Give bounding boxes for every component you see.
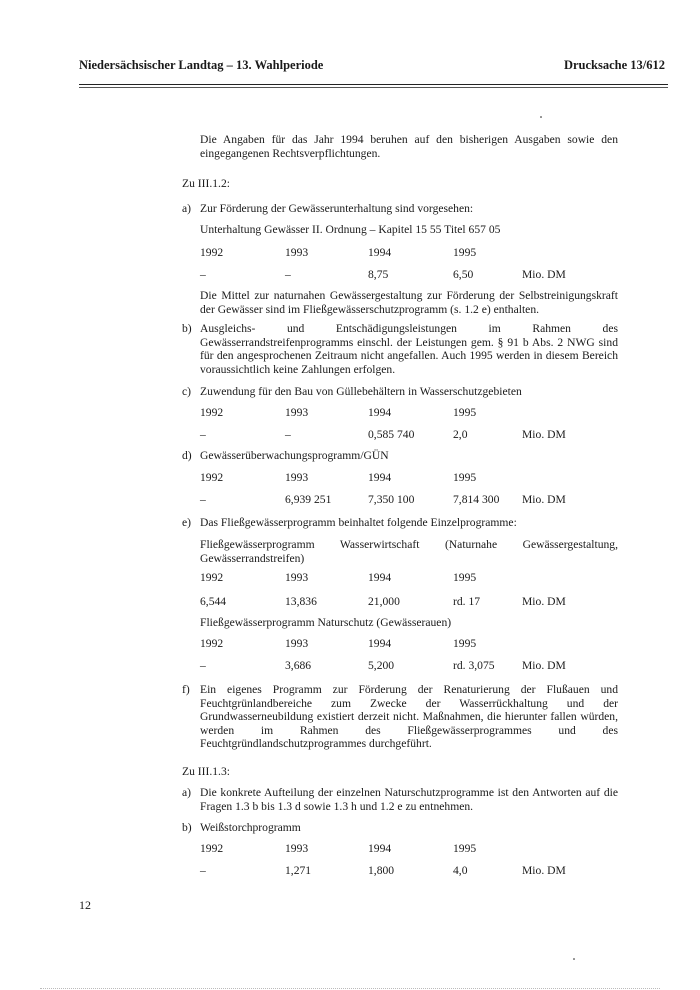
value-cell: 0,585 740 bbox=[368, 428, 415, 441]
value-cell: – bbox=[200, 864, 206, 877]
item-f-text: Ein eigenes Programm zur Förderung der Renaturierung der Flußauen und Feuchtgrünlandbereiche zum Zwecke der Wasserrückhaltung und der Grundwasserneubildung existiert derzeit nicht. Maßnahmen, die hierunter fallen würden, werden im Rahmen des Fließgewässerprogrammes und des Feuchtgründlandschutzprogrammes durchgeführt. bbox=[200, 683, 618, 750]
year-cell: 1994 bbox=[368, 246, 392, 259]
value-cell: – bbox=[285, 268, 291, 281]
value-cell: 6,544 bbox=[200, 595, 227, 608]
value-cell: rd. 17 bbox=[453, 595, 481, 608]
year-cell: 1994 bbox=[368, 842, 392, 855]
item-c-text: Zuwendung für den Bau von Güllebehältern in Wasserschutzgebieten bbox=[200, 385, 522, 398]
value-cell: 6,939 251 bbox=[285, 493, 332, 506]
item-a-text: Zur Förderung der Gewässerunterhaltung sind vorgesehen: bbox=[200, 202, 474, 215]
header-rule bbox=[79, 84, 668, 85]
value-cell: – bbox=[200, 659, 206, 672]
unit-cell: Mio. DM bbox=[522, 493, 566, 506]
intro-paragraph: Die Angaben für das Jahr 1994 beruhen auf den bisherigen Ausgaben sowie den eingegangenen Rechtsverpflichtungen. bbox=[200, 133, 618, 160]
item-e1-text: Fließgewässerprogramm Wasserwirtschaft (Naturnahe Gewässergestaltung, Gewässerrandstreifen) bbox=[200, 538, 618, 565]
year-cell: 1992 bbox=[200, 406, 224, 419]
unit-cell: Mio. DM bbox=[522, 268, 566, 281]
value-cell: 13,836 bbox=[285, 595, 317, 608]
unit-cell: Mio. DM bbox=[522, 595, 566, 608]
item-label-a: a) bbox=[182, 202, 192, 215]
year-cell: 1993 bbox=[285, 571, 309, 584]
value-cell: rd. 3,075 bbox=[453, 659, 495, 672]
year-cell: 1995 bbox=[453, 842, 477, 855]
scan-edge-line bbox=[40, 988, 660, 989]
value-cell: 8,75 bbox=[368, 268, 389, 281]
year-cell: 1993 bbox=[285, 471, 309, 484]
item-a2-text: Die konkrete Aufteilung der einzelnen Naturschutzprogramme ist den Antworten auf die Fragen 1.3 b bis 1.3 d sowie 1.3 h und 1.2 e zu entnehmen. bbox=[200, 786, 618, 813]
year-cell: 1992 bbox=[200, 571, 224, 584]
item-label-c: c) bbox=[182, 385, 192, 398]
value-cell: – bbox=[200, 268, 206, 281]
year-cell: 1992 bbox=[200, 471, 224, 484]
year-cell: 1994 bbox=[368, 471, 392, 484]
item-b-text: Ausgleichs- und Entschädigungsleistungen im Rahmen des Gewässerrandstreifenprogramms einschl. der Leistungen gem. § 91 b Abs. 2 NWG sind für den angesprochenen Zeitraum nicht angefallen. Auch 1995 werden in diesem Bereich voraussichtlich keine Zahlungen erfolgen. bbox=[200, 322, 618, 376]
year-cell: 1995 bbox=[453, 406, 477, 419]
item-d-text: Gewässerüberwachungsprogramm/GÜN bbox=[200, 449, 389, 462]
value-cell: 7,814 300 bbox=[453, 493, 500, 506]
item-e-text: Das Fließgewässerprogramm beinhaltet folgende Einzelprogramme: bbox=[200, 516, 517, 529]
unit-cell: Mio. DM bbox=[522, 864, 566, 877]
value-cell: 6,50 bbox=[453, 268, 474, 281]
scan-speck bbox=[540, 116, 542, 118]
value-cell: – bbox=[200, 428, 206, 441]
year-cell: 1994 bbox=[368, 637, 392, 650]
year-cell: 1992 bbox=[200, 842, 224, 855]
year-cell: 1995 bbox=[453, 246, 477, 259]
header-left: Niedersächsischer Landtag – 13. Wahlperiode bbox=[79, 58, 324, 72]
header-document-number: Drucksache 13/612 bbox=[563, 58, 665, 72]
value-cell: 5,200 bbox=[368, 659, 395, 672]
value-cell: 7,350 100 bbox=[368, 493, 415, 506]
year-cell: 1992 bbox=[200, 637, 224, 650]
year-cell: 1993 bbox=[285, 637, 309, 650]
value-cell: 2,0 bbox=[453, 428, 468, 441]
section-heading-1-2: Zu III.1.2: bbox=[182, 177, 230, 190]
value-cell: 4,0 bbox=[453, 864, 468, 877]
item-label-e: e) bbox=[182, 516, 192, 529]
year-cell: 1994 bbox=[368, 571, 392, 584]
item-a-note: Die Mittel zur naturnahen Gewässergestaltung zur Förderung der Selbstreinigungskraft der Gewässer sind im Fließgewässerschutzprogramm (s. 1.2 e) enthalten. bbox=[200, 289, 618, 316]
page-number: 12 bbox=[79, 898, 91, 912]
scan-speck bbox=[573, 958, 575, 960]
item-label-b: b) bbox=[182, 322, 192, 335]
item-b2-text: Weißstorchprogramm bbox=[200, 821, 301, 834]
header-rule-thin bbox=[79, 87, 668, 88]
value-cell: 1,800 bbox=[368, 864, 395, 877]
item-label-d: d) bbox=[182, 449, 192, 462]
item-label-f: f) bbox=[182, 683, 190, 696]
value-cell: 21,000 bbox=[368, 595, 400, 608]
value-cell: – bbox=[200, 493, 206, 506]
year-cell: 1993 bbox=[285, 842, 309, 855]
year-cell: 1994 bbox=[368, 406, 392, 419]
item-e2-text: Fließgewässerprogramm Naturschutz (Gewässerauen) bbox=[200, 616, 452, 629]
value-cell: – bbox=[285, 428, 291, 441]
year-cell: 1995 bbox=[453, 571, 477, 584]
unit-cell: Mio. DM bbox=[522, 428, 566, 441]
item-label-b2: b) bbox=[182, 821, 192, 834]
value-cell: 3,686 bbox=[285, 659, 312, 672]
section-heading-1-3: Zu III.1.3: bbox=[182, 765, 230, 778]
item-a-subheading: Unterhaltung Gewässer II. Ordnung – Kapitel 15 55 Titel 657 05 bbox=[200, 223, 501, 236]
year-cell: 1995 bbox=[453, 637, 477, 650]
unit-cell: Mio. DM bbox=[522, 659, 566, 672]
year-cell: 1993 bbox=[285, 246, 309, 259]
item-label-a2: a) bbox=[182, 786, 192, 799]
value-cell: 1,271 bbox=[285, 864, 312, 877]
year-cell: 1995 bbox=[453, 471, 477, 484]
year-cell: 1993 bbox=[285, 406, 309, 419]
year-cell: 1992 bbox=[200, 246, 224, 259]
